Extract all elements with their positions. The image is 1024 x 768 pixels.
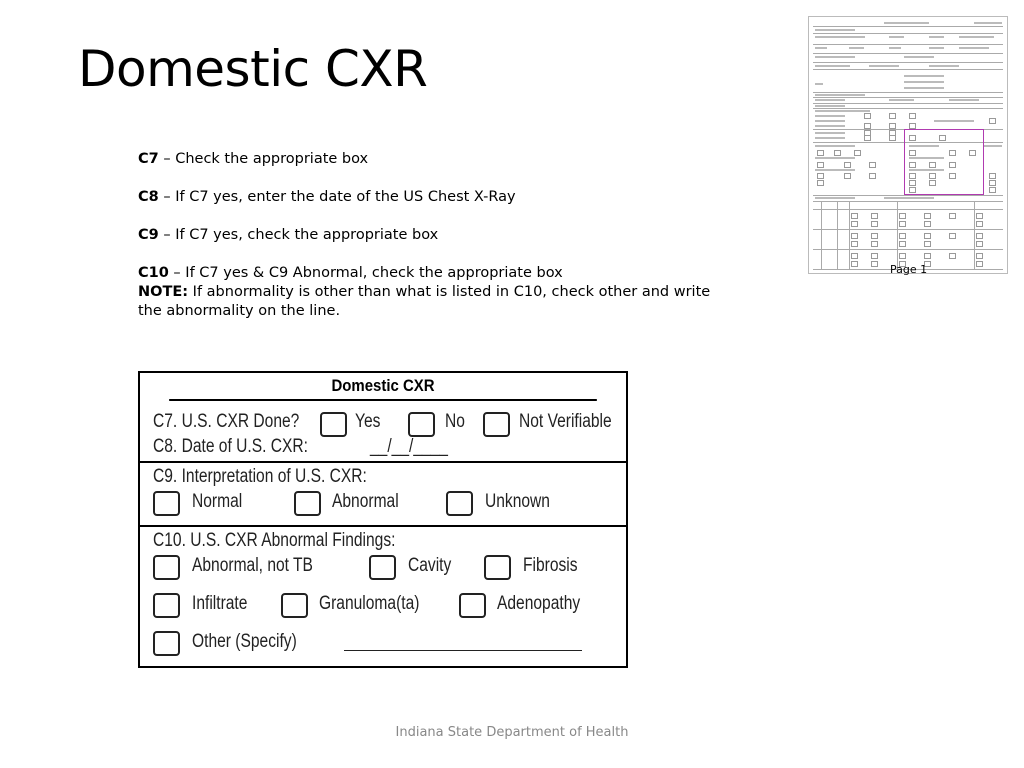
c7-no-checkbox[interactable] bbox=[408, 412, 435, 437]
c10-other-specify-line[interactable] bbox=[344, 650, 582, 651]
slide-title: Domestic CXR bbox=[78, 40, 428, 98]
c10-other-checkbox[interactable] bbox=[153, 631, 180, 656]
c9-abnormal-checkbox[interactable] bbox=[294, 491, 321, 516]
section-c7-c8 bbox=[140, 401, 626, 463]
c7-not-verifiable-checkbox[interactable] bbox=[483, 412, 510, 437]
c7-not-verifiable-label: Not Verifiable bbox=[519, 411, 612, 432]
form-header: Domestic CXR bbox=[169, 373, 597, 401]
c10-cavity-checkbox[interactable] bbox=[369, 555, 396, 580]
note-text: If abnormality is other than what is listed in C10, check other and write the abnormality on the line. bbox=[138, 284, 711, 319]
highlighted-cxr-section bbox=[904, 129, 984, 195]
instruction-text: – If C7 yes, check the appropriate box bbox=[158, 227, 439, 243]
c8-date-field[interactable]: __/__/____ bbox=[370, 436, 448, 457]
footer: Indiana State Department of Health bbox=[395, 725, 629, 740]
instruction-c10 bbox=[138, 264, 718, 283]
c10-cavity-label: Cavity bbox=[408, 555, 452, 576]
instruction-text: – If C7 yes, enter the date of the US Chest X-Ray bbox=[158, 189, 516, 205]
c10-abnormal-not-tb-checkbox[interactable] bbox=[153, 555, 180, 580]
instruction-code: C8 bbox=[138, 189, 159, 205]
c7-label: C7. U.S. CXR Done? bbox=[153, 411, 300, 432]
c10-label: C10. U.S. CXR Abnormal Findings: bbox=[153, 530, 396, 551]
section-c9 bbox=[140, 463, 626, 527]
c9-unknown-checkbox[interactable] bbox=[446, 491, 473, 516]
instructions bbox=[138, 150, 718, 321]
c10-fibrosis-label: Fibrosis bbox=[523, 555, 578, 576]
instruction-code: C7 bbox=[138, 151, 159, 167]
instruction-c7 bbox=[138, 150, 718, 169]
c10-fibrosis-checkbox[interactable] bbox=[484, 555, 511, 580]
c9-unknown-label: Unknown bbox=[485, 491, 550, 512]
thumbnail-caption: Page 1 bbox=[890, 263, 928, 276]
instruction-c9 bbox=[138, 226, 718, 245]
c9-normal-label: Normal bbox=[192, 491, 243, 512]
instruction-text: – Check the appropriate box bbox=[158, 151, 369, 167]
c10-infiltrate-checkbox[interactable] bbox=[153, 593, 180, 618]
c10-adenopathy-label: Adenopathy bbox=[497, 593, 581, 614]
c9-abnormal-label: Abnormal bbox=[332, 491, 399, 512]
section-c10 bbox=[140, 527, 626, 666]
instruction-text: – If C7 yes & C9 Abnormal, check the appropriate box bbox=[168, 265, 563, 281]
c10-other-label: Other (Specify) bbox=[192, 631, 297, 652]
c10-infiltrate-label: Infiltrate bbox=[192, 593, 248, 614]
c7-yes-checkbox[interactable] bbox=[320, 412, 347, 437]
c9-label: C9. Interpretation of U.S. CXR: bbox=[153, 466, 367, 487]
instruction-c8 bbox=[138, 188, 718, 207]
c10-granuloma-label: Granuloma(ta) bbox=[319, 593, 420, 614]
domestic-cxr-form bbox=[138, 371, 628, 668]
c7-yes-label: Yes bbox=[355, 411, 381, 432]
c10-adenopathy-checkbox[interactable] bbox=[459, 593, 486, 618]
c7-no-label: No bbox=[445, 411, 465, 432]
instruction-note bbox=[138, 283, 718, 321]
c10-abnormal-not-tb-label: Abnormal, not TB bbox=[192, 555, 313, 576]
form-page-thumbnail[interactable] bbox=[808, 16, 1008, 274]
note-label: NOTE: bbox=[138, 284, 189, 300]
c8-label: C8. Date of U.S. CXR: bbox=[153, 436, 308, 457]
c9-normal-checkbox[interactable] bbox=[153, 491, 180, 516]
instruction-code: C10 bbox=[138, 265, 169, 281]
c10-granuloma-checkbox[interactable] bbox=[281, 593, 308, 618]
instruction-code: C9 bbox=[138, 227, 159, 243]
